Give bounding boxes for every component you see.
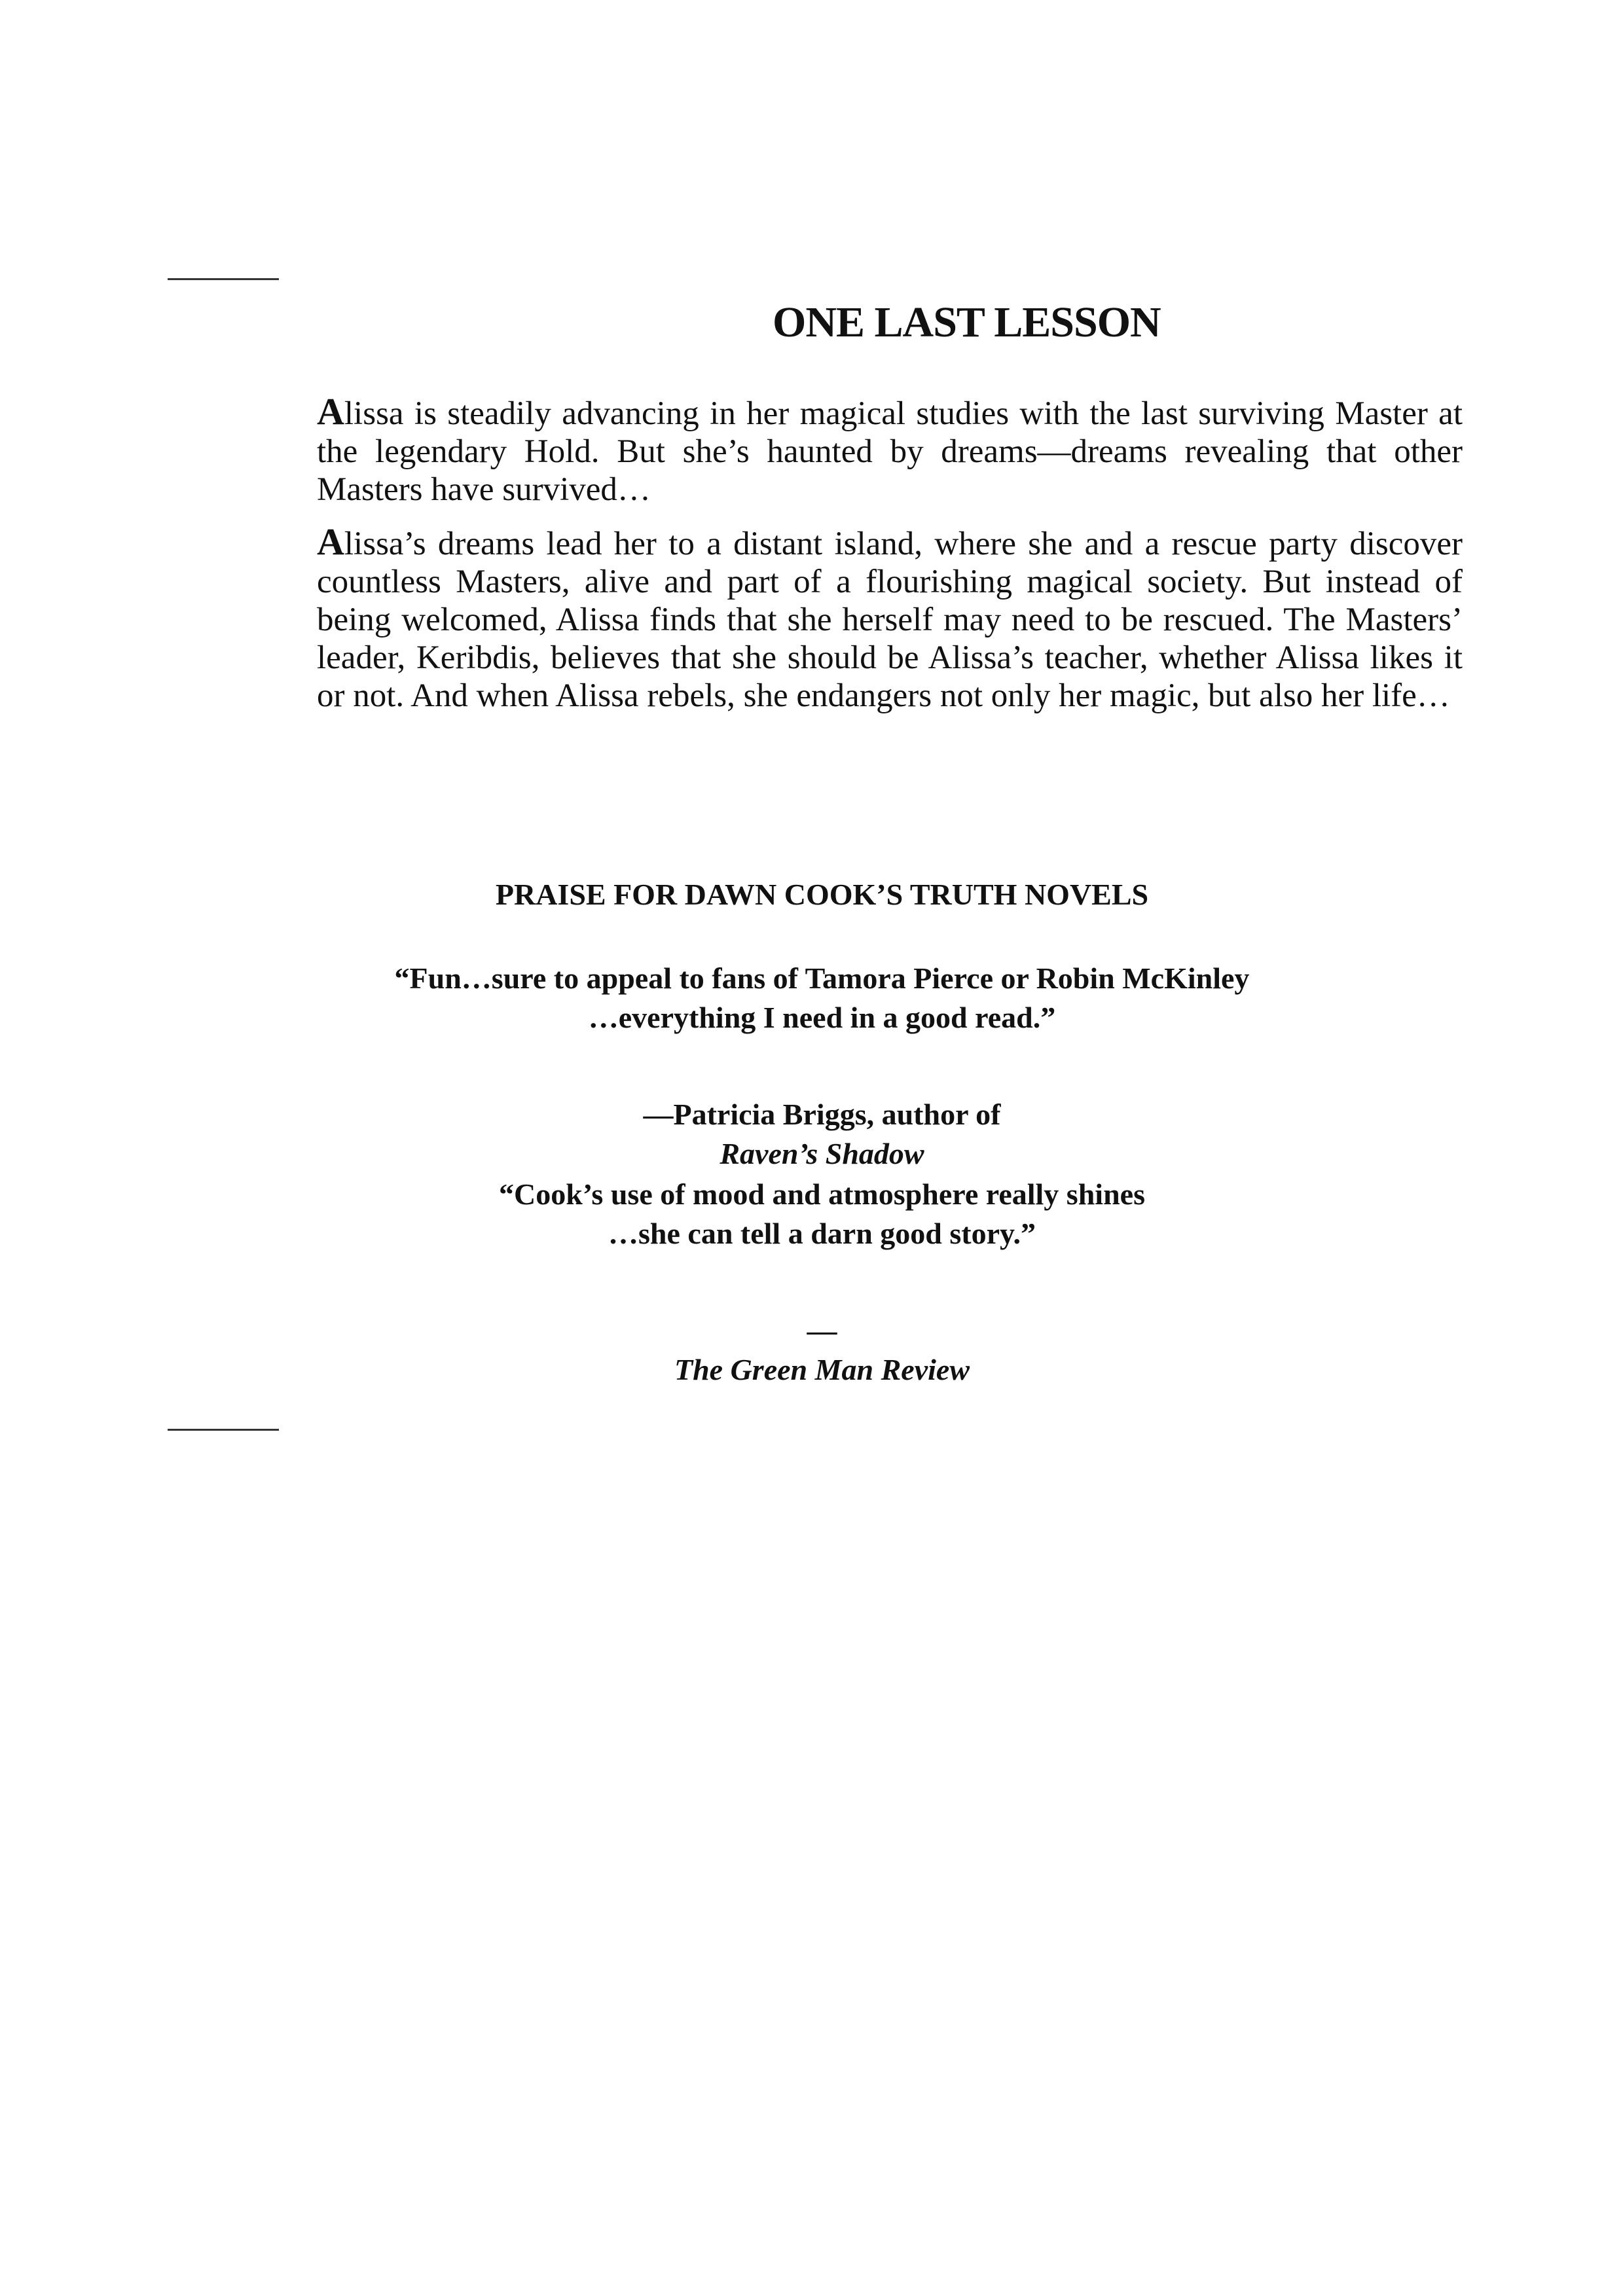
attribution-work: Raven’s Shadow — [720, 1137, 924, 1170]
drop-cap: A — [317, 390, 344, 433]
top-divider — [168, 278, 279, 280]
quote-line: …she can tell a darn good story.” — [608, 1217, 1036, 1250]
praise-heading: PRAISE FOR DAWN COOK’S TRUTH NOVELS — [495, 878, 1149, 911]
attribution-text: — — [807, 1314, 837, 1347]
drop-cap: A — [317, 520, 344, 563]
quote-line: “Fun…sure to appeal to fans of Tamora Pierce or Robin McKinley — [394, 961, 1250, 995]
blurb-paragraph-1 — [317, 390, 1463, 509]
bottom-divider — [168, 1429, 279, 1431]
praise-quote-2 — [0, 1175, 1623, 1253]
attribution-work: The Green Man Review — [674, 1353, 970, 1386]
blurb-paragraph-1-text: lissa is steadily advancing in her magical studies with the last surviving Master at the legendary Hold. But she’s haunted by dreams—dreams revealing that other Masters have survived… — [317, 395, 1463, 508]
blurb-paragraph-2 — [317, 520, 1463, 715]
quote-attribution-1 — [0, 1095, 1623, 1174]
blurb-paragraph-2-text: lissa’s dreams lead her to a distant island, where she and a rescue party discover countless Masters, alive and part of a flourishing magical society. But instead of being welcomed, Alissa finds that she herself may need to be rescued. The Masters’ leader, Keribdis, believes that she should be Alissa’s teacher, whether Alissa likes it or not. And when Alissa rebels, she endangers not only her magic, but also her life… — [317, 526, 1463, 714]
page-title: ONE LAST LESSON — [773, 298, 1161, 346]
book-blurb — [317, 390, 1463, 729]
praise-quote-1 — [0, 959, 1623, 1037]
attribution-text: —Patricia Briggs, author of — [643, 1098, 1001, 1131]
quote-line: …everything I need in a good read.” — [588, 1001, 1056, 1034]
quote-attribution-2 — [0, 1311, 1623, 1390]
quote-line: “Cook’s use of mood and atmosphere really shines — [499, 1177, 1145, 1211]
